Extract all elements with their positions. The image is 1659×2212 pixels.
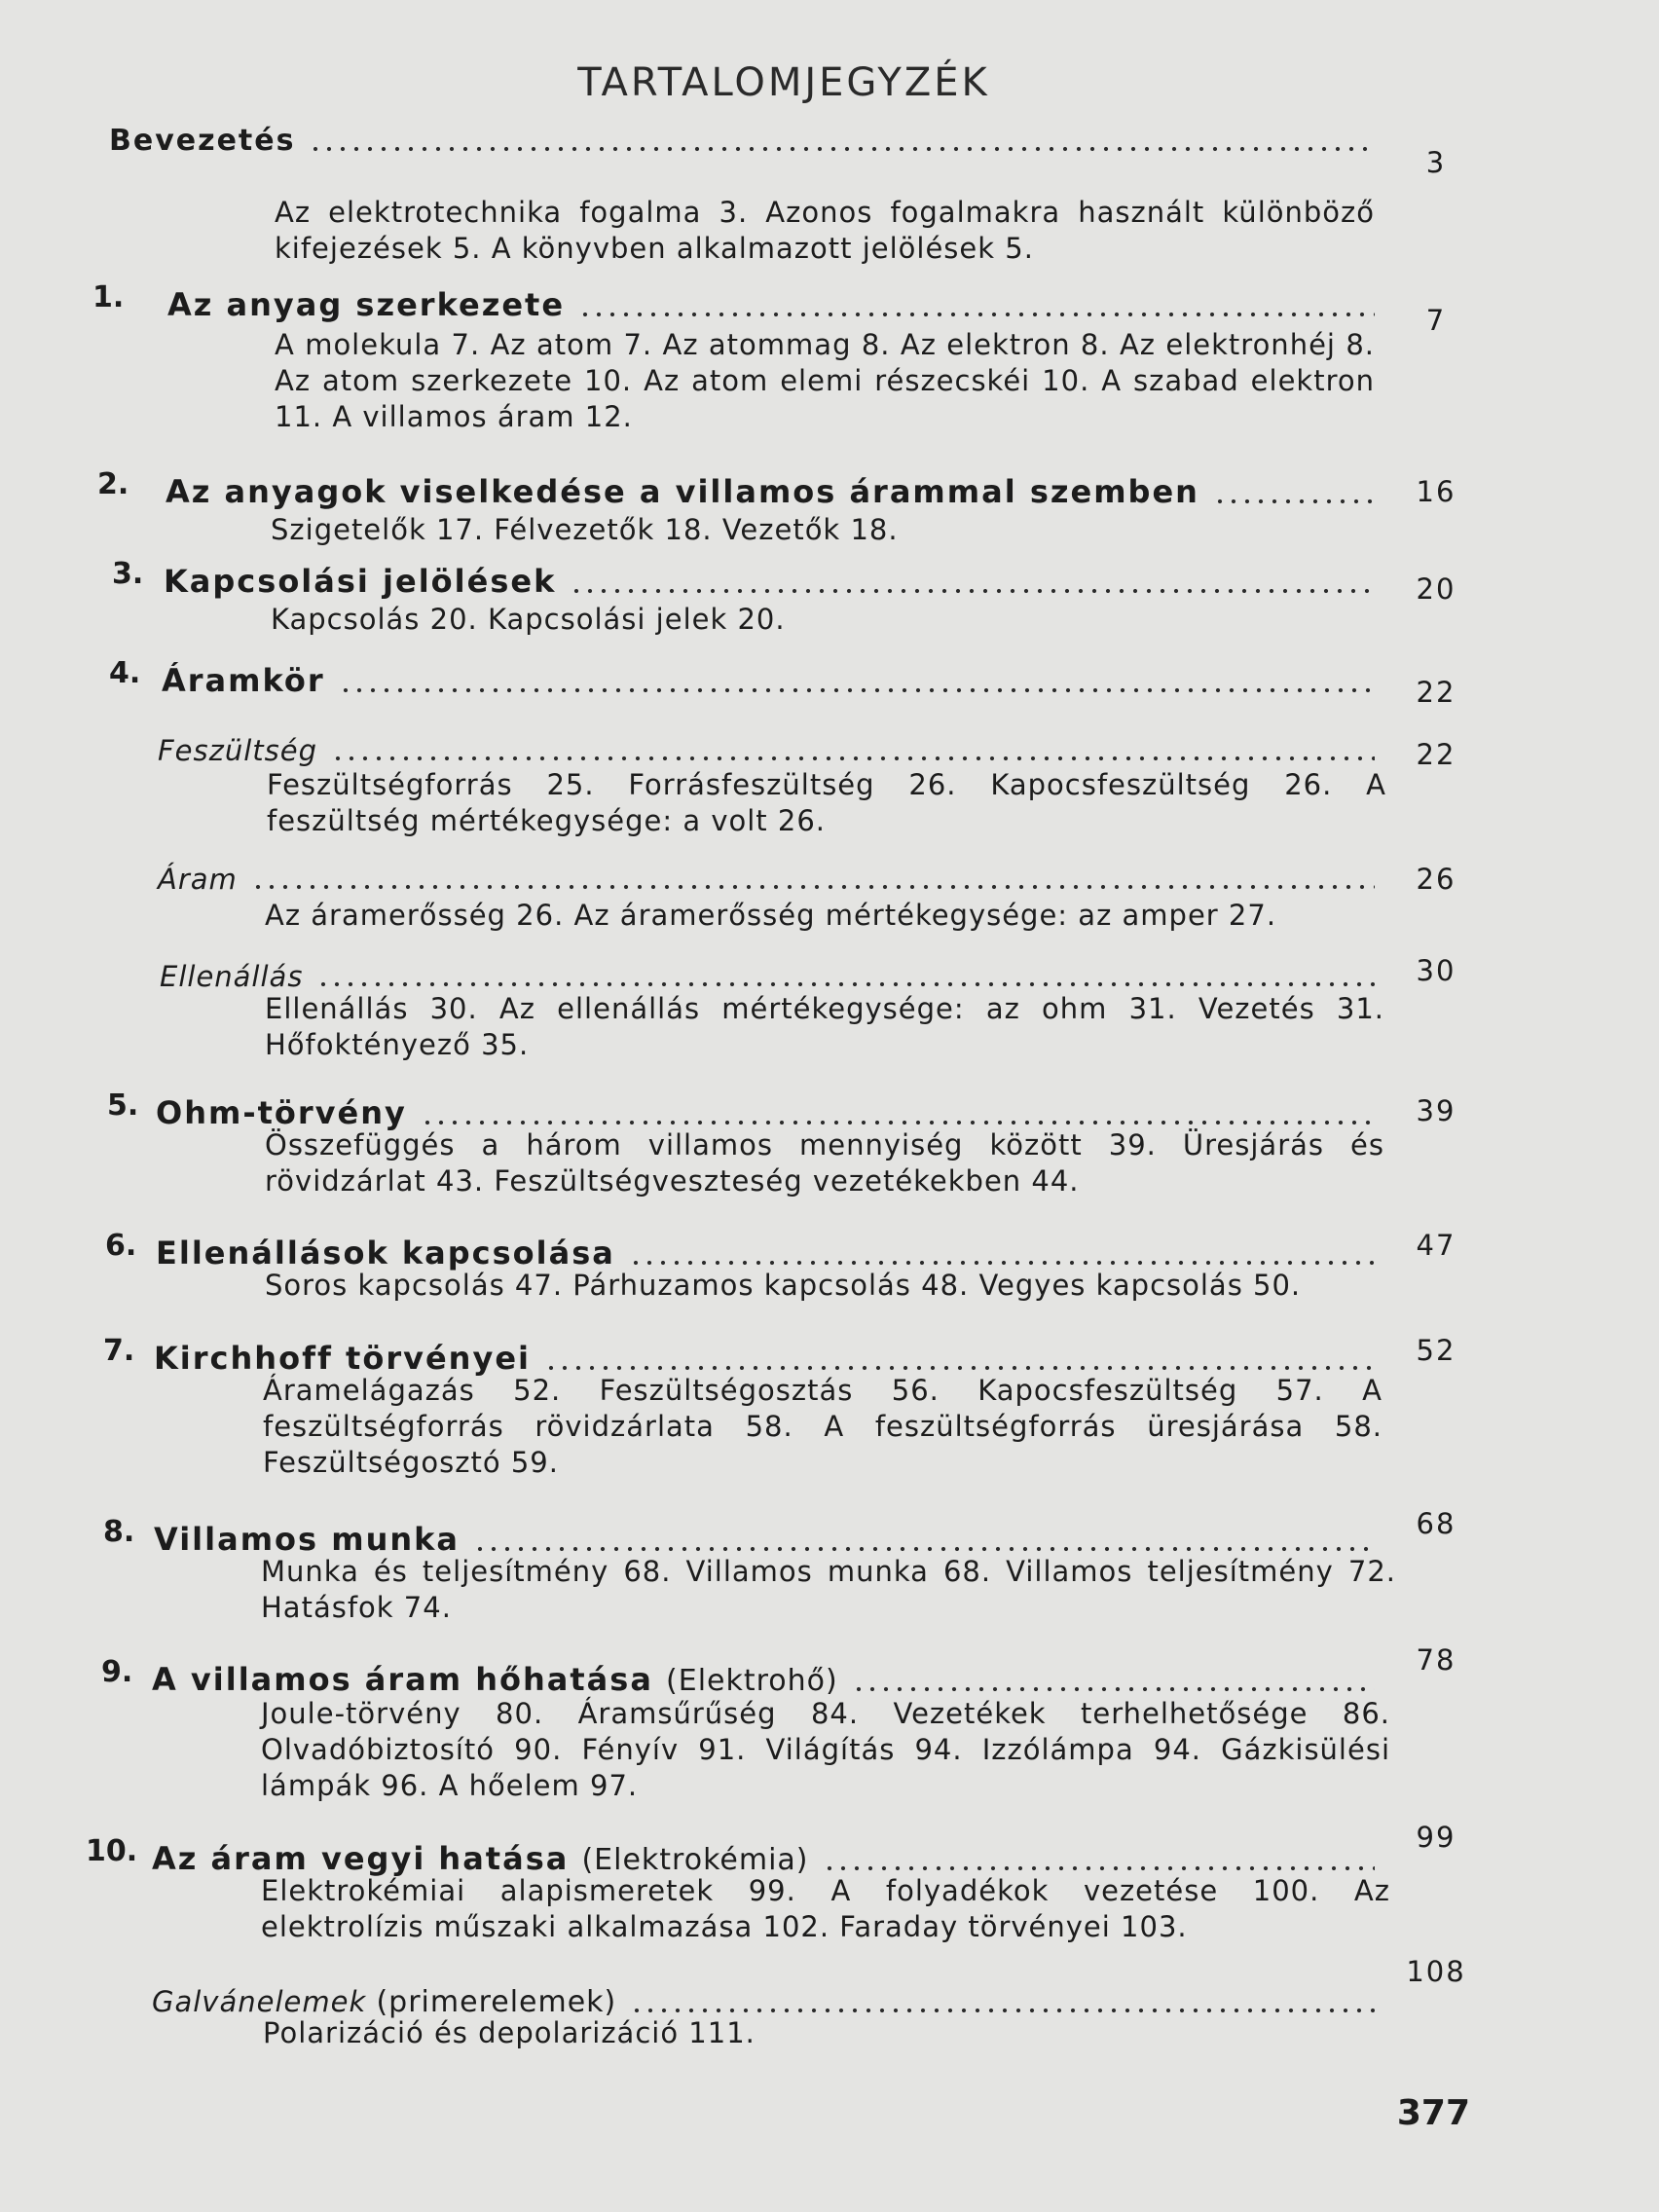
entry-number: 8. [103, 1515, 135, 1549]
leader-dots [316, 981, 1375, 987]
leader-dots [823, 1865, 1376, 1871]
entry-desc: A molekula 7. Az atom 7. Az atommag 8. Az elektron 8. Az elektronhéj 8. Az atom szerkezete 10. Az atom elemi részecskéi 10. A szabad elektron 11. A villamos áram 12. [275, 328, 1375, 433]
leader-dots [852, 1686, 1375, 1692]
entry-title: Bevezetés [109, 124, 296, 158]
entry-page: 47 [1416, 1229, 1456, 1262]
entry-title-paren: (Elektrokémia) [581, 1843, 809, 1877]
leader-dots [578, 312, 1375, 317]
entry-title: Áram [158, 863, 238, 896]
entry-title: Feszültség [158, 734, 318, 767]
entry-title: Az anyag szerkezete [167, 286, 566, 323]
entry-desc: Joule-törvény 80. Áramsűrűség 84. Vezetékek terhelhetősége 86. Olvadóbiztosító 90. Fényív 91. Világítás 94. Izzólámpa 94. Gázkisülési lámpák 96. A hőelem 97. [261, 1697, 1390, 1802]
entry-page: 26 [1416, 863, 1456, 896]
entry-desc: Polarizáció és depolarizáció 111. [263, 2016, 756, 2049]
entry-page: 3 [1425, 146, 1447, 179]
leader-dots [339, 687, 1373, 693]
leader-dots [629, 1260, 1375, 1266]
entry-title [152, 1840, 809, 1877]
entry-desc: Feszültségforrás 25. Forrásfeszültség 26. Kapocsfeszültség 26. A feszültség mértékegysége: a volt 26. [267, 768, 1386, 837]
entry-number: 6. [105, 1229, 137, 1263]
entry-title-paren: (Elektrohő) [666, 1664, 838, 1698]
entry-title-text: Az áram vegyi hatása [152, 1840, 570, 1877]
entry-desc: Összefüggés a három villamos mennyiség között 39. Üresjárás és rövidzárlat 43. Feszültségveszteség vezetékekben 44. [265, 1128, 1384, 1198]
entry-title: Áramkör [162, 662, 325, 699]
entry-title: Ellenállások kapcsolása [156, 1235, 615, 1272]
entry-desc: Áramelágazás 52. Feszültségosztás 56. Kapocsfeszültség 57. A feszültségforrás rövidzárlata 58. A feszültségforrás üresjárása 58. Feszültségosztó 59. [263, 1374, 1382, 1479]
leader-dots [309, 146, 1375, 152]
entry-title: Kapcsolási jelölések [164, 563, 557, 600]
entry-page: 39 [1416, 1094, 1456, 1127]
leader-dots [421, 1120, 1375, 1125]
leader-dots [630, 2008, 1375, 2013]
entry-desc: Szigetelők 17. Félvezetők 18. Vezetők 18. [271, 513, 899, 546]
leader-dots [251, 884, 1375, 890]
entry-title [152, 1661, 838, 1698]
entry-page: 68 [1416, 1507, 1456, 1540]
entry-number: 5. [107, 1088, 139, 1123]
entry-page: 52 [1416, 1334, 1456, 1367]
entry-number: 9. [101, 1655, 133, 1689]
leader-dots [1213, 498, 1373, 504]
entry-title-text: A villamos áram hőhatása [152, 1661, 653, 1698]
entry-number: 3. [112, 557, 144, 591]
leader-dots [544, 1365, 1375, 1371]
entry-number: 1. [92, 280, 125, 314]
page-title: TARTALOMJEGYZÉK [577, 60, 990, 105]
leader-dots [570, 588, 1371, 594]
entry-title: Kirchhoff törvényei [154, 1340, 531, 1377]
entry-page: 20 [1416, 572, 1456, 606]
entry-title [152, 1985, 616, 2019]
entry-page: 78 [1416, 1643, 1456, 1677]
entry-desc: Kapcsolás 20. Kapcsolási jelek 20. [271, 603, 786, 636]
entry-title: Ohm-törvény [156, 1094, 407, 1131]
entry-desc: Az áramerősség 26. Az áramerősség mértékegysége: az amper 27. [265, 899, 1277, 932]
entry-number: 10. [86, 1834, 138, 1868]
entry-number: 2. [97, 467, 129, 501]
entry-desc: Elektrokémiai alapismeretek 99. A folyadékok vezetése 100. Az elektrolízis műszaki alkalmazása 102. Faraday törvényei 103. [261, 1874, 1390, 1943]
page-number: 377 [1396, 2093, 1470, 2133]
entry-title: Az anyagok viselkedése a villamos árammal szemben [166, 473, 1199, 510]
entry-title: Villamos munka [154, 1521, 460, 1558]
entry-page: 108 [1406, 1955, 1466, 1988]
entry-page: 30 [1416, 954, 1456, 987]
entry-number: 7. [103, 1334, 135, 1368]
leader-dots [331, 756, 1375, 761]
entry-page: 7 [1425, 304, 1447, 337]
entry-number: 4. [109, 656, 141, 690]
entry-title-text: Galvánelemek [152, 1985, 367, 2018]
entry-desc: Soros kapcsolás 47. Párhuzamos kapcsolás 48. Vegyes kapcsolás 50. [265, 1269, 1302, 1302]
entry-title: Ellenállás [160, 960, 304, 993]
entry-page: 16 [1416, 475, 1456, 508]
entry-desc: Munka és teljesítmény 68. Villamos munka 68. Villamos teljesítmény 72. Hatásfok 74. [261, 1555, 1396, 1624]
entry-desc: Az elektrotechnika fogalma 3. Azonos fogalmakra használt különböző kifejezések 5. A könyvben alkalmazott jelölések 5. [275, 196, 1375, 265]
entry-page: 22 [1416, 738, 1456, 771]
entry-desc: Ellenállás 30. Az ellenállás mértékegysége: az ohm 31. Vezetés 31. Hőfoktényező 35. [265, 992, 1384, 1061]
leader-dots [473, 1546, 1375, 1552]
entry-title-paren: (primerelemek) [376, 1985, 617, 2019]
entry-page: 22 [1416, 676, 1456, 709]
entry-page: 99 [1416, 1821, 1456, 1854]
